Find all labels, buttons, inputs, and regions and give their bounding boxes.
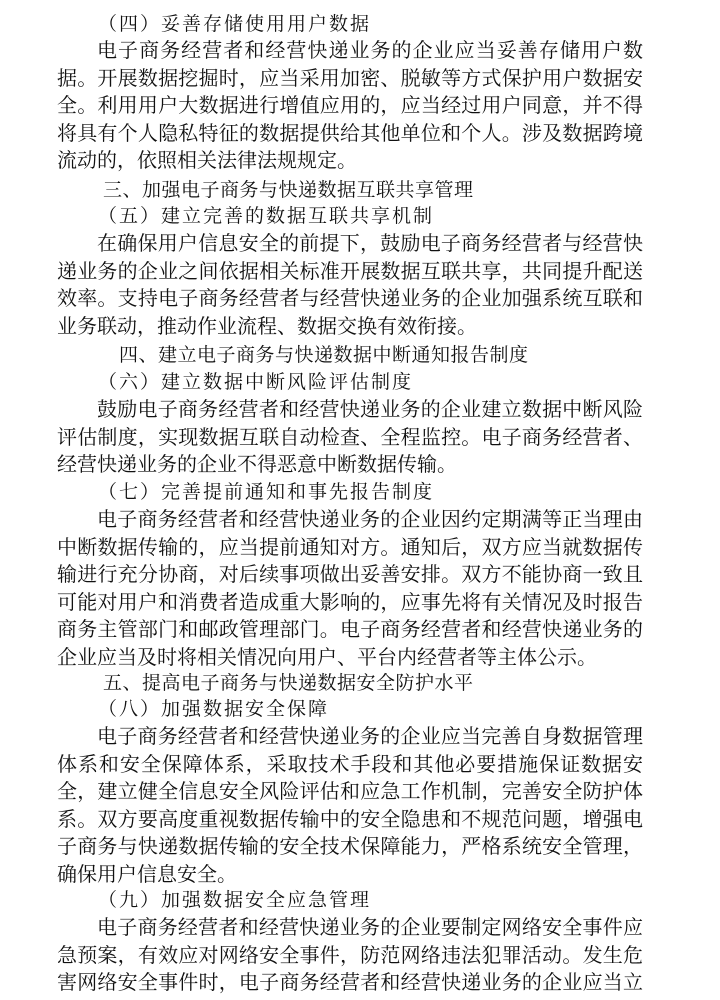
paragraph-line: 输进行充分协商，对后续事项做出妥善安排。双方不能协商一致且: [57, 562, 643, 586]
subheading-4: （四）妥善存储使用用户数据: [98, 13, 372, 35]
paragraph-line: 电子商务经营者和经营快递业务的企业因约定期满等正当理由: [97, 507, 643, 531]
paragraph-line: 电子商务经营者和经营快递业务的企业应当妥善存储用户数: [97, 38, 643, 62]
paragraph-line: 经营快递业务的企业不得恶意中断数据传输。: [57, 452, 457, 476]
subheading-9: （九）加强数据安全应急管理: [98, 889, 372, 911]
paragraph-line: 据。开展数据挖掘时，应当采用加密、脱敏等方式保护用户数据安: [57, 65, 643, 90]
paragraph-8: [57, 723, 643, 888]
section-4-heading: 四、建立电子商务与快递数据中断通知报告制度: [119, 344, 529, 366]
paragraph-line: 效率。支持电子商务经营者与经营快递业务的企业加强系统互联和: [57, 286, 643, 310]
paragraph-7: [57, 506, 643, 671]
paragraph-line: 递业务的企业之间依据相关标准开展数据互联共享，共同提升配送: [57, 258, 643, 283]
paragraph-line: 在确保用户信息安全的前提下，鼓励电子商务经营者与经营快: [97, 231, 643, 255]
paragraph-line: 企业应当及时将相关情况向用户、平台内经营者等主体公示。: [57, 644, 597, 669]
paragraph-line: 鼓励电子商务经营者和经营快递业务的企业建立数据中断风险: [97, 397, 643, 421]
paragraph-line: 电子商务经营者和经营快递业务的企业要制定网络安全事件应: [97, 915, 643, 939]
paragraph-line: 流动的，依照相关法律法规规定。: [57, 148, 357, 172]
paragraph-line: 子商务与快递数据传输的安全技术保障能力，严格系统安全管理，: [57, 834, 643, 858]
paragraph-line: 全，建立健全信息安全风险评估和应急工作机制，完善安全防护体: [57, 779, 643, 803]
paragraph-line: 业务联动，推动作业流程、数据交换有效衔接。: [57, 313, 477, 338]
paragraph-line: 中断数据传输的，应当提前通知对方。通知后，双方应当就数据传: [57, 534, 643, 559]
paragraph-line: 电子商务经营者和经营快递业务的企业应当完善自身数据管理: [97, 724, 643, 748]
paragraph-5: [57, 230, 643, 340]
paragraph-line: 急预案，有效应对网络安全事件，防范网络违法犯罪活动。发生危: [57, 942, 643, 967]
paragraph-6: [57, 396, 643, 479]
paragraph-4: [57, 37, 643, 175]
paragraph-line: 评估制度，实现数据互联自动检查、全程监控。电子商务经营者、: [57, 424, 643, 449]
subheading-5: （五）建立完善的数据互联共享机制: [98, 205, 435, 227]
paragraph-line: 体系和安全保障体系，采取技术手段和其他必要措施保证数据安: [57, 751, 643, 776]
paragraph-9: [57, 914, 643, 997]
subheading-7: （七）完善提前通知和事先报告制度: [98, 481, 435, 503]
paragraph-line: 商务主管部门和邮政管理部门。电子商务经营者和经营快递业务的: [57, 617, 643, 641]
section-3-heading: 三、加强电子商务与快递数据互联共享管理: [103, 179, 474, 201]
paragraph-line: 确保用户信息安全。: [57, 861, 237, 886]
subheading-8: （八）加强数据安全保障: [98, 698, 330, 720]
paragraph-line: 害网络安全事件时，电子商务经营者和经营快递业务的企业应当立: [57, 970, 643, 994]
paragraph-line: 将具有个人隐私特征的数据提供给其他单位和个人。涉及数据跨境: [57, 120, 643, 145]
paragraph-line: 可能对用户和消费者造成重大影响的，应事先将有关情况及时报告: [57, 589, 643, 614]
paragraph-line: 全。利用用户大数据进行增值应用的，应当经过用户同意，并不得: [57, 93, 643, 117]
paragraph-line: 系。双方要高度重视数据传输中的安全隐患和不规范问题，增强电: [57, 806, 643, 831]
section-5-heading: 五、提高电子商务与快递数据安全防护水平: [103, 672, 474, 694]
subheading-6: （六）建立数据中断风险评估制度: [98, 371, 414, 393]
